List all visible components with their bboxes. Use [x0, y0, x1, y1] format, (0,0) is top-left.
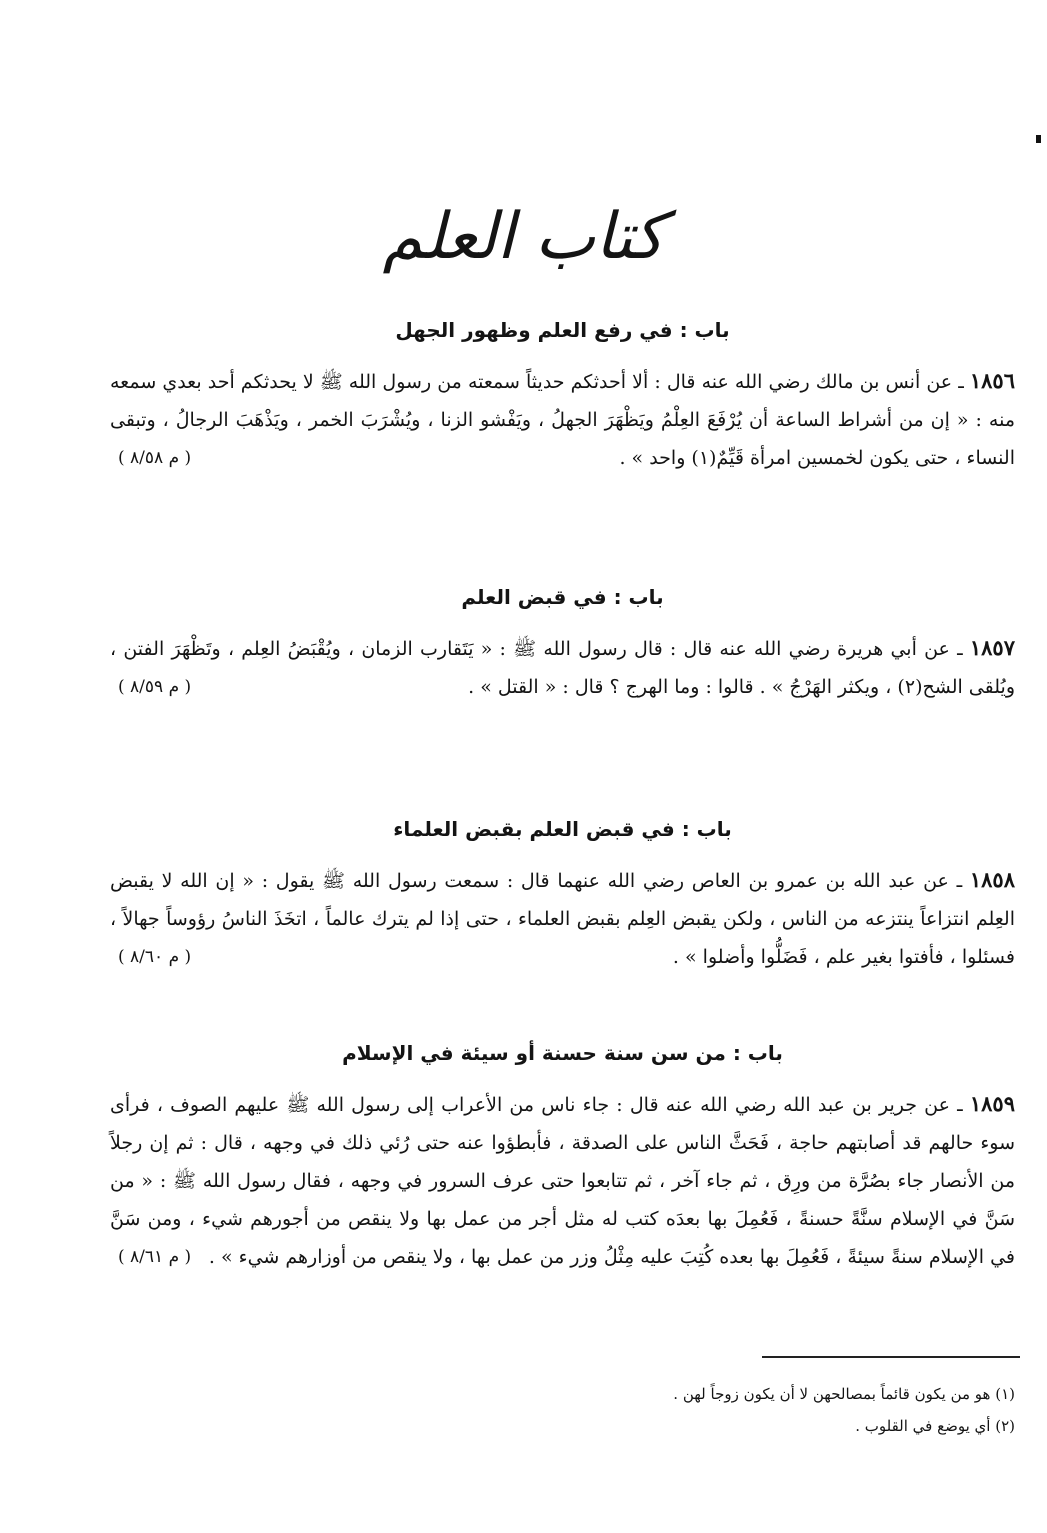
footnote-2: (٢) أي يوضع في القلوب . [855, 1417, 1015, 1435]
hadith-text [110, 1085, 1015, 1276]
source-reference: ( م ٨/٦٠ ) [118, 947, 192, 967]
hadith-text [110, 861, 1015, 976]
hadith-number: ١٨٥٦ [969, 368, 1015, 393]
hadith-number: ١٨٥٨ [969, 867, 1015, 892]
hadith-body: ـ عن جرير بن عبد الله رضي الله عنه قال : جاء ناس من الأعراب إلى رسول الله ﷺ عليهم الصوف ، فرأى سوء حالهم قد أصابتهم حاجة ، فَحَثَّ الناس على الصدقة ، فأبطؤوا عنه حتى رُئي ذلك في وجهه ، قال : ثم إن رجلاً من الأنصار جاء بصُرَّة من ورِق ، ثم جاء آخر ، ثم تتابعوا حتى عرف السرور في وجهه ، فقال رسول الله ﷺ : « من سَنَّ في الإسلام سنَّةً حسنةً ، فَعُمِلَ بها بعدَه كتب له مثل أجر من عمل بها ولا ينقص من أجورهم شيء ، ومن سَنَّ في الإسلام سنةً سيئةً ، فَعُمِلَ بها بعده كُتِبَ عليه مِثْلُ وزر من عمل بها ، ولا ينقص من أوزارهم شيء » . [110, 1094, 1015, 1268]
margin-mark [1036, 135, 1041, 143]
chapter-heading: باب : في قبض العلم بقبض العلماء [393, 817, 732, 841]
chapter-heading: باب : في قبض العلم [461, 585, 664, 609]
chapter-1856 [110, 318, 1015, 477]
hadith-body: ـ عن عبد الله بن عمرو بن العاص رضي الله عنهما قال : سمعت رسول الله ﷺ يقول : « إن الله لا يقبض العِلم انتزاعاً ينتزعه من الناس ، ولكن يقبض العِلم بقبض العلماء ، حتى إذا لم يترك عالماً ، اتخَذَ الناسُ رؤوساً جهالاً ، فسئلوا ، فأفتوا بغير علم ، فَضَلُّوا وأضلوا » . [110, 870, 1015, 968]
footnotes [110, 1378, 1015, 1442]
book-title: كتاب العلم [382, 200, 665, 274]
hadith-body: ـ عن أنس بن مالك رضي الله عنه قال : ألا أحدثكم حديثاً سمعته من رسول الله ﷺ لا يحدثكم أحد بعدي سمعه منه : « إن من أشراط الساعة أن يُرْفَعَ العِلْمُ ويَظْهَرَ الجهلُ ، ويَفْشو الزنا ، ويُشْرَبَ الخمر ، ويَذْهَبَ الرجالُ ، وتبقى النساء ، حتى يكون لخمسين امرأة قَيِّمٌ(١) واحد » . [110, 371, 1015, 469]
hadith-body: ـ عن أبي هريرة رضي الله عنه قال : قال رسول الله ﷺ : « يَتَقارب الزمان ، ويُقْبَضُ العِلم ، وتَظْهَرَ الفتن ، ويُلقى الشح(٢) ، ويكثر الهَرْجُ » . قالوا : وما الهرج ؟ قال : « القتل » . [110, 638, 1015, 698]
source-reference: ( م ٨/٥٨ ) [118, 448, 192, 468]
hadith-text [110, 629, 1015, 706]
source-reference: ( م ٨/٦١ ) [118, 1247, 192, 1267]
hadith-number: ١٨٥٧ [969, 635, 1015, 660]
chapter-heading: باب : في رفع العلم وظهور الجهل [395, 318, 730, 342]
hadith-text [110, 362, 1015, 477]
chapter-1859 [110, 1041, 1015, 1276]
footnote-divider [762, 1356, 1020, 1358]
hadith-number: ١٨٥٩ [969, 1091, 1015, 1116]
source-reference: ( م ٨/٥٩ ) [118, 677, 192, 697]
footnote-1: (١) هو من يكون قائماً بمصالحهن لا أن يكون زوجاً لهن . [673, 1385, 1015, 1403]
chapter-1857 [110, 585, 1015, 706]
chapter-heading: باب : من سن سنة حسنة أو سيئة في الإسلام [342, 1041, 783, 1065]
chapter-1858 [110, 817, 1015, 976]
